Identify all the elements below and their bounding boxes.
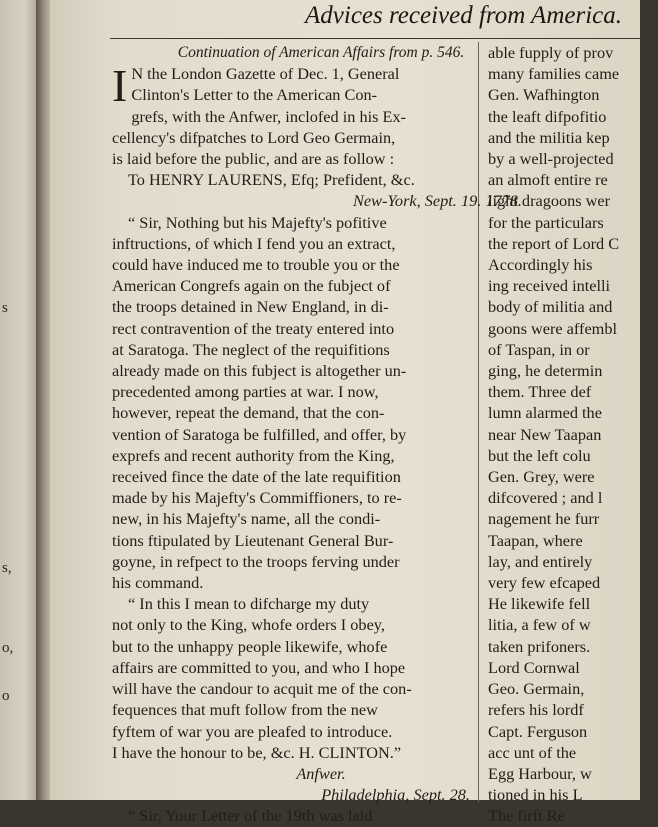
text-line: cellency's difpatches to Lord Geo Germain,: [112, 127, 396, 147]
text-line: Geo. Germain,: [488, 679, 585, 699]
text-line: nagement he furr: [488, 509, 600, 529]
text-line: near New Taapan: [488, 424, 602, 444]
text-line: and the militia kep: [488, 127, 610, 147]
text-line: them. Three def: [488, 382, 592, 402]
text-line: The firft Re: [488, 806, 565, 826]
text-line: his command.: [112, 573, 204, 593]
text-line: Taapan, where: [488, 530, 583, 550]
text-line: Lord Cornwal: [488, 657, 580, 677]
text-line: the troops detained in New England, in di-: [112, 297, 389, 317]
text-line: tioned in his L: [488, 785, 583, 805]
left-page-fragment: o,: [2, 640, 14, 656]
article-column-right: [488, 42, 658, 827]
text-line: refers his lordf: [488, 700, 584, 720]
drop-cap: I: [112, 60, 128, 112]
text-line: however, repeat the demand, that the con-: [112, 403, 385, 423]
text-line: Clinton's Letter to the American Con-: [131, 85, 378, 105]
text-line: will have the candour to acquit me of the con-: [112, 679, 412, 699]
text-line: “ Sir, Nothing but his Majefty's pofitive: [128, 212, 387, 232]
letter-address: To HENRY LAURENS, Efq; Prefident, &c.: [128, 170, 415, 190]
text-line: at Saratoga. The neglect of the requifitions: [112, 339, 390, 359]
text-line: an almoft entire re: [488, 170, 608, 190]
text-line: ging, he determin: [488, 361, 603, 381]
text-line: precedented among parties at war. I now,: [112, 382, 379, 402]
text-line: received fince the date of the late requifition: [112, 467, 401, 487]
text-line: could have induced me to trouble you or the: [112, 255, 400, 275]
text-line: American Congrefs again on the fubject of: [112, 276, 391, 296]
text-line: but the left colu: [488, 445, 591, 465]
text-line: tions ftipulated by Lieutenant General Bur-: [112, 530, 394, 550]
text-line: inftructions, of which I fend you an extract,: [112, 233, 396, 253]
text-line: lay, and entirely: [488, 551, 593, 571]
left-page-fragment: o: [2, 688, 10, 704]
text-line: fyftem of war you are pleafed to introduce.: [112, 721, 393, 741]
article-column-left: [112, 42, 530, 827]
page-header-title: Advices received from America.: [305, 2, 623, 29]
text-line: vention of Saratoga be fulfilled, and offer, by: [112, 424, 407, 444]
text-line: the leaft difpofitio: [488, 106, 607, 126]
text-line: of Taspan, in or: [488, 339, 590, 359]
newspaper-page: [50, 0, 640, 826]
text-line: body of militia and: [488, 297, 613, 317]
text-line: Capt. Ferguson: [488, 721, 588, 741]
text-line: already made on this fubject is altogether un-: [112, 361, 407, 381]
left-page-fragment: s: [2, 300, 8, 316]
text-line: Gen. Wafhington: [488, 85, 600, 105]
text-line: not only to the King, whofe orders I obey,: [112, 615, 385, 635]
left-page-edge: [0, 0, 40, 800]
text-line: light dragoons wer: [488, 191, 611, 211]
text-line: the report of Lord C: [488, 233, 620, 253]
answer-heading: Anfwer.: [296, 763, 346, 783]
header-rule: [110, 38, 640, 39]
text-line: N the London Gazette of Dec. 1, General: [131, 64, 400, 84]
text-line: rect contravention of the treaty entered into: [112, 318, 395, 338]
text-line: made by his Majefty's Commiffioners, to re-: [112, 488, 402, 508]
letter-closing: I have the honour to be, &c. H. CLINTON.”: [112, 742, 402, 762]
text-line: affairs are committed to you, and who I hope: [112, 657, 406, 677]
text-line: “ In this I mean to difcharge my duty: [128, 594, 370, 614]
opening-paragraph: [112, 60, 530, 112]
text-line: exprefs and recent authority from the King,: [112, 445, 395, 465]
text-line: new, in his Majefty's name, all the condi-: [112, 509, 381, 529]
text-line: fequences that muft follow from the new: [112, 700, 378, 720]
text-line: able fupply of prov: [488, 43, 614, 62]
text-line: grefs, with the Anfwer, inclofed in his Ex-: [131, 106, 407, 126]
text-line: acc unt of the: [488, 742, 577, 762]
text-line: but to the unhappy people likewife, whofe: [112, 636, 388, 656]
text-line: Egg Harbour, w: [488, 763, 592, 783]
text-line: Gen. Grey, were: [488, 467, 595, 487]
text-line: taken prifoners.: [488, 636, 591, 656]
text-line: goyne, in refpect to the troops ferving under: [112, 551, 400, 571]
text-line: very few efcaped: [488, 573, 601, 593]
text-line: difcovered ; and l: [488, 488, 603, 508]
text-line: lumn alarmed the: [488, 403, 602, 423]
text-line: litia, a few of w: [488, 615, 591, 635]
answer-dateline: Philadelphia, Sept. 28.: [321, 785, 470, 805]
text-line: Accordingly his: [488, 255, 593, 275]
letter-dateline: New-York, Sept. 19. 1778.: [353, 191, 522, 211]
text-line: many families came: [488, 64, 620, 84]
text-line: goons were affembl: [488, 318, 618, 338]
text-line: by a well-projected: [488, 149, 614, 169]
text-line: “ Sir, Your Letter of the 19th was laid: [128, 806, 373, 826]
text-line: for the particulars: [488, 212, 604, 232]
text-line: ing received intelli: [488, 276, 611, 296]
text-line: is laid before the public, and are as follow :: [112, 149, 395, 169]
text-line: He likewife fell: [488, 594, 591, 614]
left-page-fragment: s,: [2, 560, 12, 576]
continuation-heading: Continuation of American Affairs from p. 546.: [177, 44, 465, 61]
